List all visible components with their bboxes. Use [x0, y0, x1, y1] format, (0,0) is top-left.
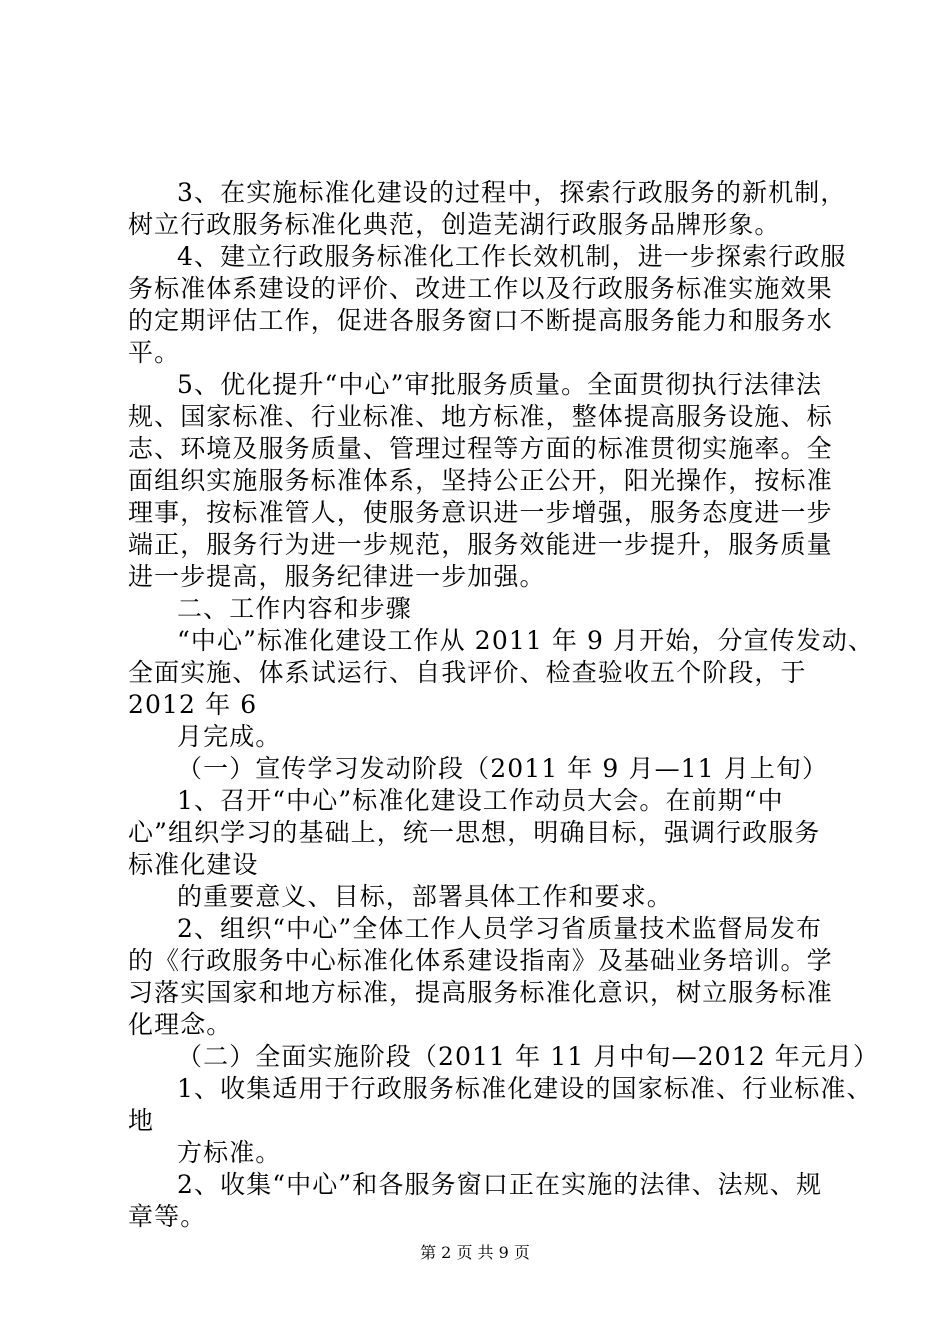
- paragraph-line: 面组织实施服务标准体系，坚持公正公开，阳光操作，按标准: [128, 466, 833, 495]
- paragraph-line: 务标准体系建设的评价、改进工作以及行政服务标准实施效果: [128, 274, 833, 303]
- paragraph-line: 5、优化提升“中心”审批服务质量。全面贯彻执行法律法: [177, 370, 823, 399]
- paragraph-line: 全面实施、体系试运行、自我评价、检查验收五个阶段，于: [128, 658, 807, 687]
- paragraph-line: 3、在实施标准化建设的过程中，探索行政服务的新机制，: [177, 178, 847, 207]
- paragraph-line: 的《行政服务中心标准化体系建设指南》及基础业务培训。学: [128, 946, 833, 975]
- paragraph-line: 化理念。: [128, 1010, 233, 1039]
- paragraph-line: 进一步提高，服务纪律进一步加强。: [128, 562, 546, 591]
- paragraph-line: 平。: [128, 338, 181, 367]
- paragraph-line: 规、国家标准、行业标准、地方标准，整体提高服务设施、标: [128, 402, 833, 431]
- subsection-heading: （一）宣传学习发动阶段（2011 年 9 月—11 月上旬）: [177, 754, 829, 783]
- paragraph-line: 习落实国家和地方标准，提高服务标准化意识，树立服务标准: [128, 978, 833, 1007]
- paragraph-line: 4、建立行政服务标准化工作长效机制，进一步探索行政服: [177, 242, 847, 271]
- paragraph-line: 章等。: [128, 1202, 207, 1231]
- paragraph-line: 1、收集适用于行政服务标准化建设的国家标准、行业标准、: [177, 1074, 873, 1103]
- paragraph-line: 的定期评估工作，促进各服务窗口不断提高服务能力和服务水: [128, 306, 833, 335]
- paragraph-line: 月完成。: [177, 722, 282, 751]
- paragraph-line: 树立行政服务标准化典范，创造芜湖行政服务品牌形象。: [128, 210, 781, 239]
- paragraph-line: 志、环境及服务质量、管理过程等方面的标准贯彻实施率。全: [128, 434, 833, 463]
- paragraph-line: 理事，按标准管人，使服务意识进一步增强，服务态度进一步: [128, 498, 833, 527]
- paragraph-line: 地: [128, 1106, 155, 1135]
- paragraph-line: 2、收集“中心”和各服务窗口正在实施的法律、法规、规: [177, 1170, 823, 1199]
- page-number-footer: 第 2 页 共 9 页: [420, 1243, 530, 1262]
- subsection-heading: （二）全面实施阶段（2011 年 11 月中旬—2012 年元月）: [177, 1042, 880, 1071]
- section-heading: 二、工作内容和步骤: [177, 594, 412, 623]
- paragraph-line: 2012 年 6: [128, 690, 258, 719]
- paragraph-line: 方标准。: [177, 1138, 282, 1167]
- paragraph-line: 2、组织“中心”全体工作人员学习省质量技术监督局发布: [177, 914, 823, 943]
- paragraph-line: 端正，服务行为进一步规范，服务效能进一步提升，服务质量: [128, 530, 833, 559]
- paragraph-line: “中心”标准化建设工作从 2011 年 9 月开始，分宣传发动、: [177, 626, 875, 655]
- paragraph-line: 心”组织学习的基础上，统一思想，明确目标，强调行政服务: [128, 818, 821, 847]
- paragraph-line: 的重要意义、目标，部署具体工作和要求。: [177, 882, 673, 911]
- paragraph-line: 标准化建设: [128, 850, 259, 879]
- paragraph-line: 1、召开“中心”标准化建设工作动员大会。在前期“中: [177, 786, 784, 815]
